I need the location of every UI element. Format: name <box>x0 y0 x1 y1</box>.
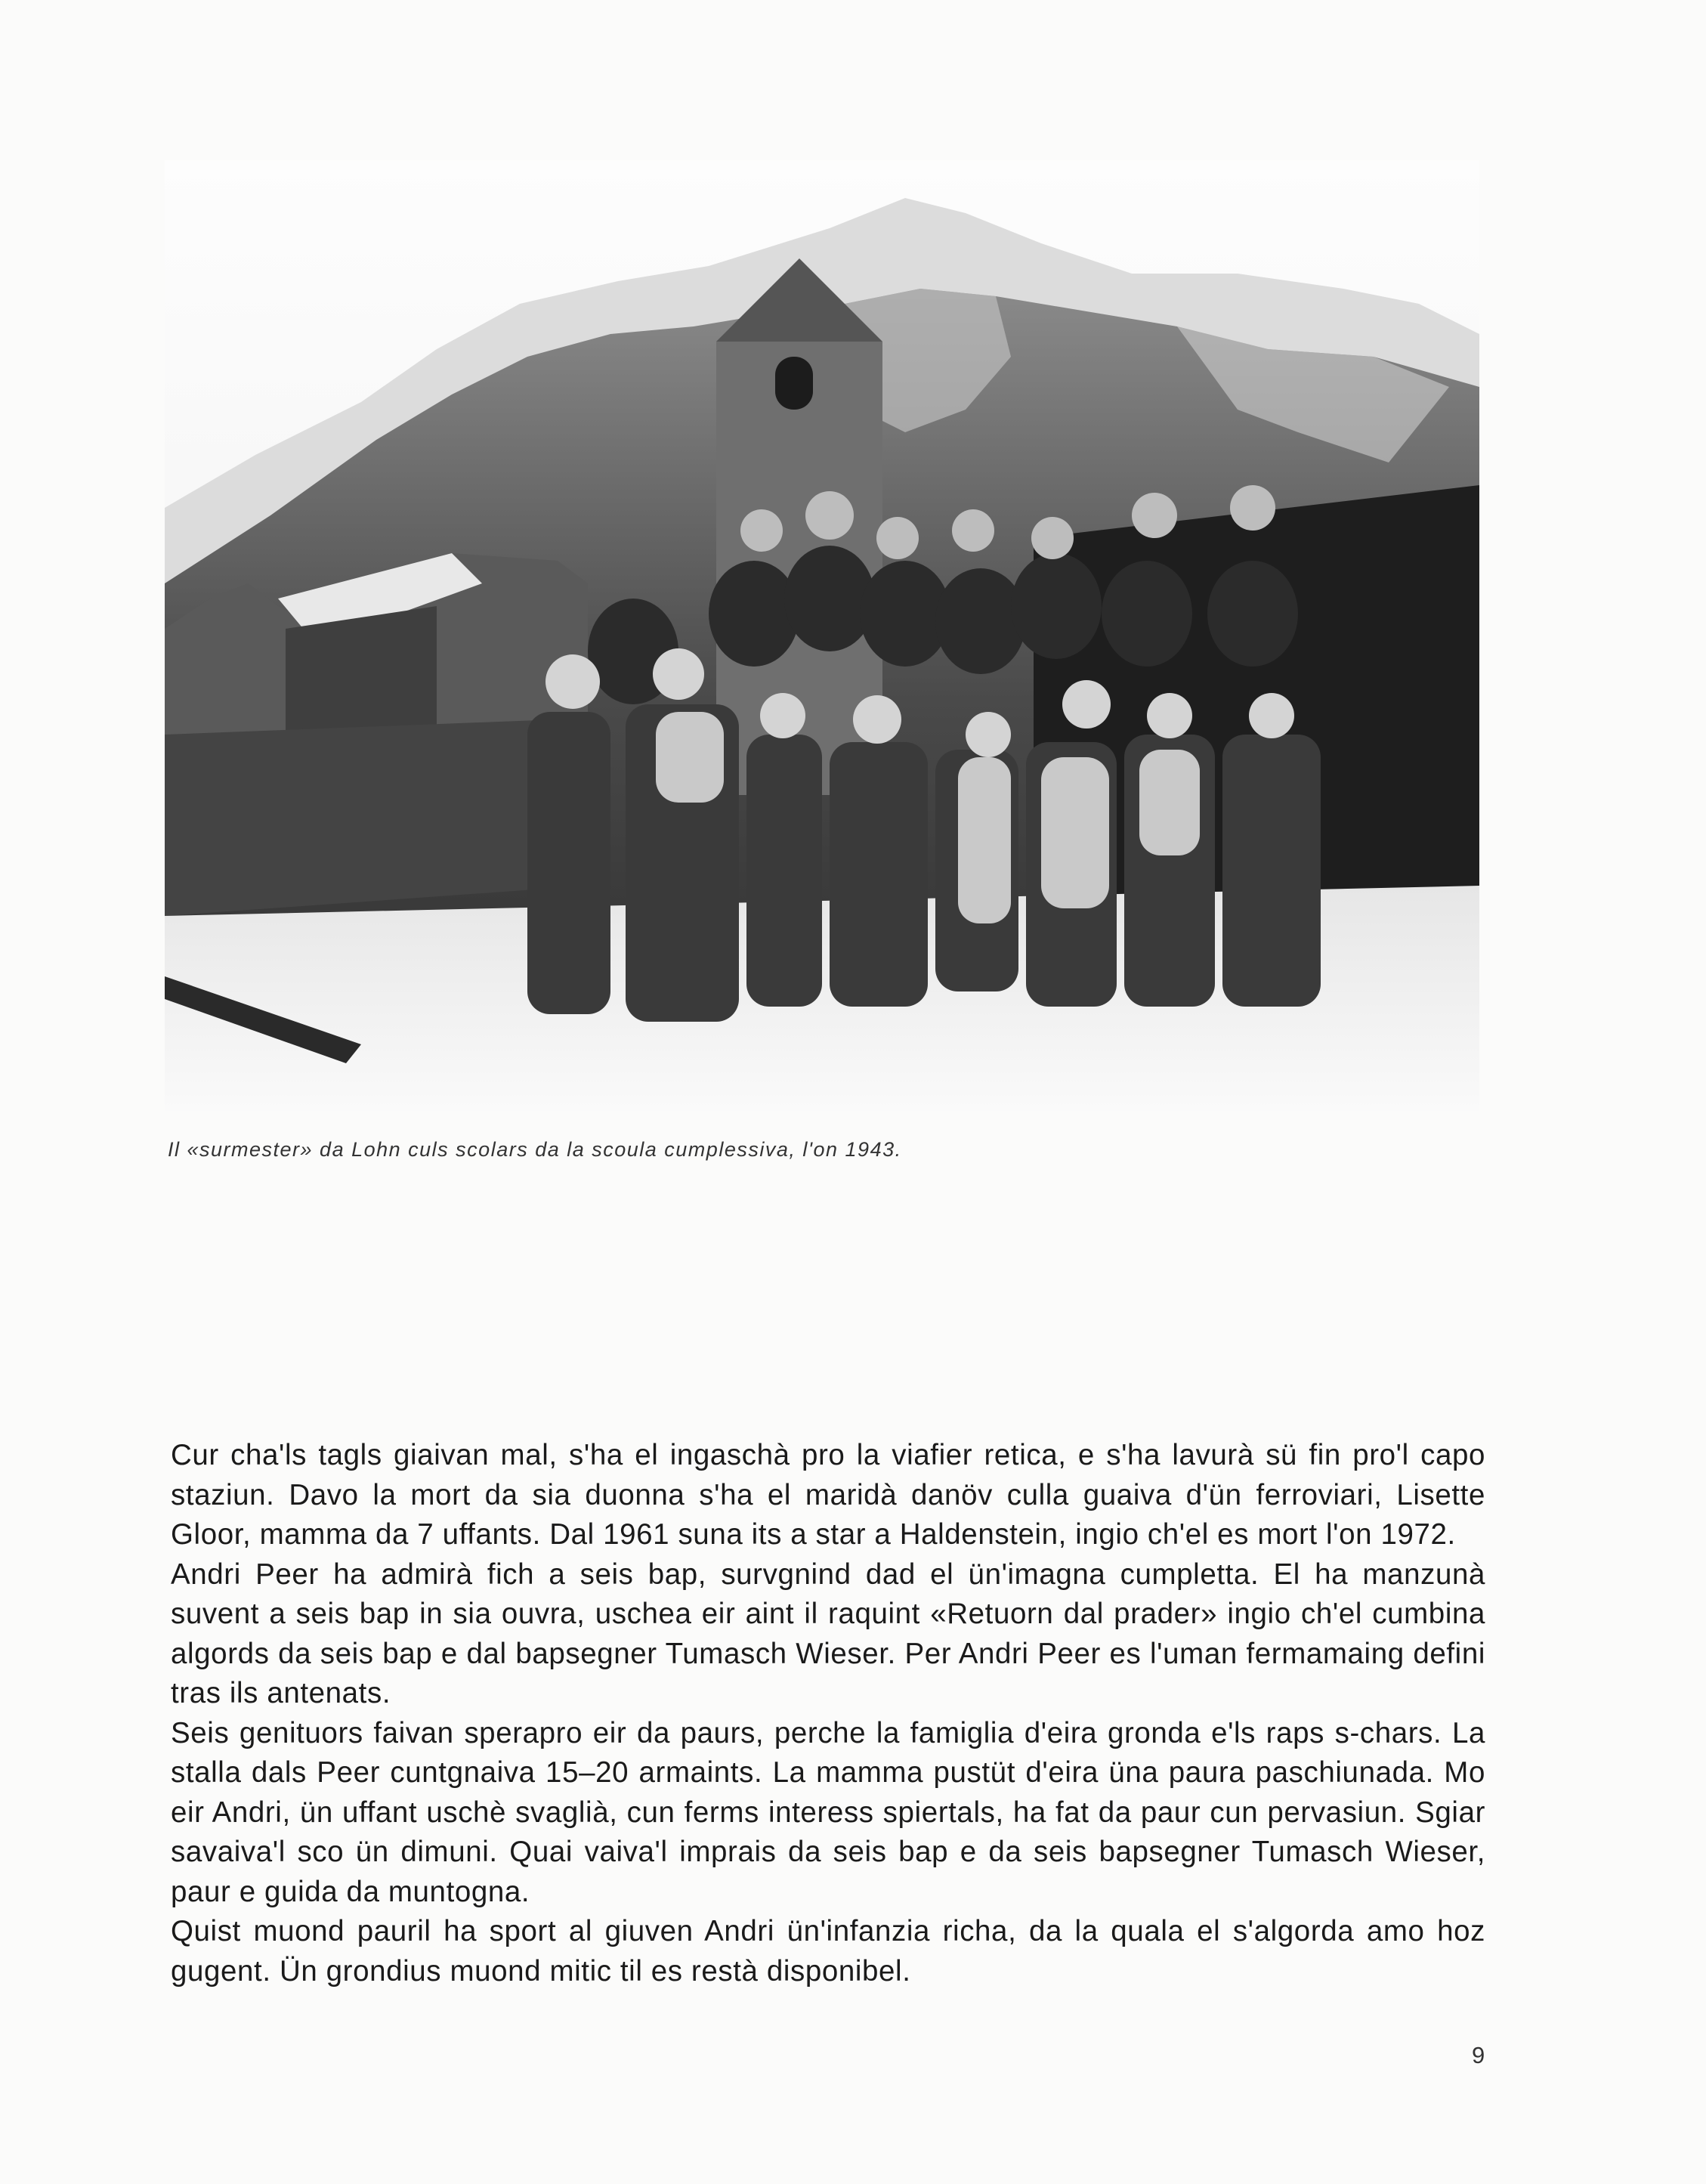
paragraph: Andri Peer ha admirà fich a seis bap, survgnind dad el ün'imagna cumpletta. El ha manzunà suvent a seis bap in sia ouvra, uschea eir aint il raquint «Retuorn dal prader» ingio ch'el cumbina algords da seis bap e dal bapsegner Tumasch Wieser. Per Andri Peer es l'uman fermamaing defini tras ils antenats. <box>171 1558 1485 1709</box>
paragraph: Seis genituors faivan sperapro eir da paurs, perche la famiglia d'eira gronda e'ls raps s-chars. La stalla dals Peer cuntgnaiva 15–20 armaints. La mamma pustüt d'eira üna paura paschiunada. Mo eir Andri, ün uffant uschè svaglià, cun ferms interess spiertals, ha fat da paur cun pervasiun. Sgiar savaiva'l sco ün dimuni. Quai vaiva'l imprais da seis bap e da seis bapsegner Tumasch Wieser, paur e guida da muntogna. <box>171 1716 1485 1908</box>
historical-photograph <box>165 160 1479 1111</box>
body-text <box>171 1436 1485 1991</box>
paragraph: Quist muond pauril ha sport al giuven Andri ün'infanzia richa, da la quala el s'algorda amo hoz gugent. Ün grondius muond mitic til es restà disponibel. <box>171 1915 1485 1988</box>
page-number: 9 <box>1472 2042 1485 2068</box>
paragraph: Cur cha'ls tagls giaivan mal, s'ha el ingaschà pro la viafier retica, e s'ha lavurà sü fin pro'l capo staziun. Davo la mort da sia duonna s'ha el maridà danöv culla guaiva d'ün ferroviari, Lisette Gloor, mamma da 7 uffants. Dal 1961 suna its a star a Haldenstein, ingio ch'el es mort l'on 1972. <box>171 1439 1485 1551</box>
school-group-photo <box>165 160 1479 1111</box>
photo-caption: Il «surmester» da Lohn culs scolars da la scoula cumplessiva, l'on 1943. <box>168 1138 902 1161</box>
